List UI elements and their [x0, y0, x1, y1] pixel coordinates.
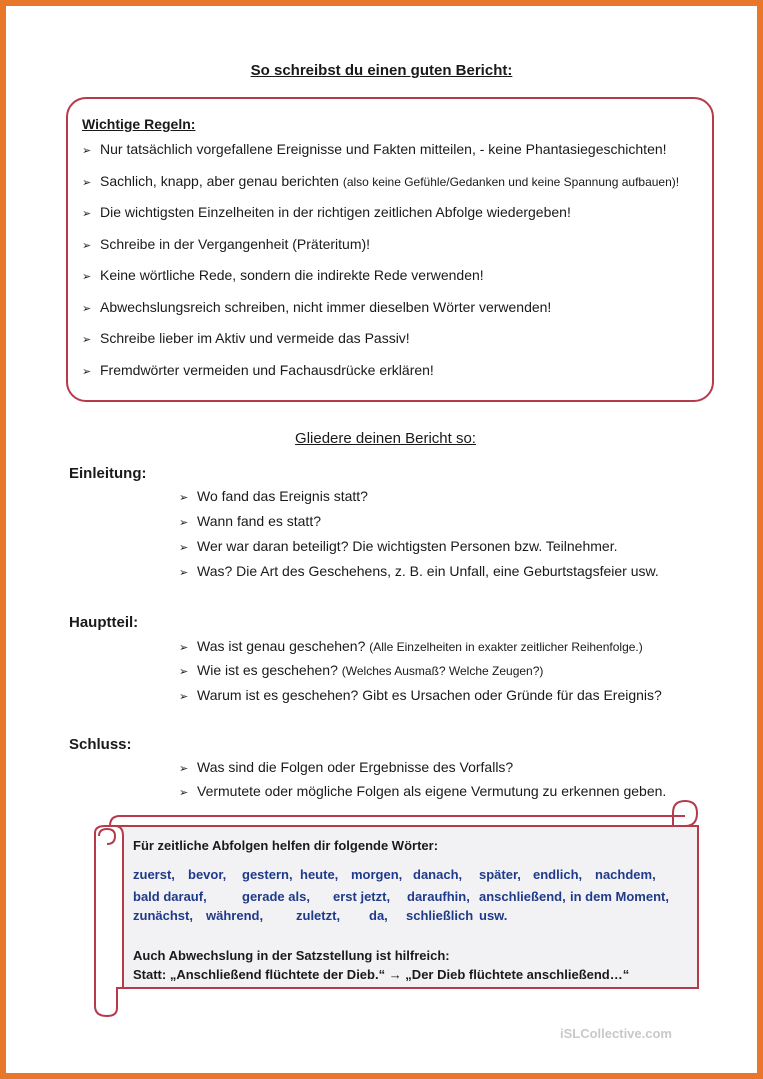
- time-word: bevor,: [188, 867, 227, 882]
- rules-box: [66, 97, 714, 402]
- arrow-bullet-icon: ➢: [82, 145, 92, 157]
- scroll-tip: Auch Abwechslung in der Satzstellung ist hilfreich:: [133, 948, 450, 963]
- time-word: heute,: [300, 867, 339, 882]
- arrow-bullet-icon: ➢: [179, 492, 189, 504]
- section-heading: Einleitung:: [69, 465, 147, 482]
- item-text: Wer war daran beteiligt? Die wichtigsten Personen bzw. Teilnehmer.: [197, 538, 618, 554]
- time-word: zuerst,: [133, 867, 175, 882]
- time-word: während,: [206, 908, 264, 923]
- arrow-bullet-icon: ➢: [82, 366, 92, 378]
- time-word: nachdem,: [595, 867, 656, 882]
- rule-item: [82, 330, 410, 346]
- scroll-heading: Für zeitliche Abfolgen helfen dir folgende Wörter:: [133, 838, 439, 853]
- section-item: [179, 687, 662, 703]
- arrow-bullet-icon: ➢: [179, 517, 189, 529]
- section-item: [179, 513, 321, 529]
- item-text: Wann fand es statt?: [197, 513, 321, 529]
- rule-item: [82, 141, 667, 157]
- section-item: [179, 538, 617, 554]
- item-text: Wo fand das Ereignis statt?: [197, 488, 368, 504]
- time-word: schließlich: [406, 908, 474, 923]
- rule-item: [82, 173, 679, 189]
- word-scroll: [85, 798, 705, 1020]
- section-item: [179, 488, 368, 504]
- section-item: [179, 662, 543, 678]
- rule-item: [82, 299, 551, 315]
- arrow-bullet-icon: ➢: [179, 567, 189, 579]
- rule-item: [82, 236, 370, 252]
- arrow-bullet-icon: ➢: [82, 334, 92, 346]
- rules-heading: Wichtige Regeln:: [82, 116, 196, 132]
- structure-heading: Gliedere deinen Bericht so:: [295, 430, 476, 447]
- item-text: Keine wörtliche Rede, sondern die indirekte Rede verwenden!: [100, 267, 484, 283]
- item-text: Was sind die Folgen oder Ergebnisse des Vorfalls?: [197, 759, 514, 775]
- section-item: [179, 638, 643, 654]
- watermark: iSLCollective.com: [560, 1026, 672, 1041]
- arrow-bullet-icon: ➢: [82, 271, 92, 283]
- arrow-bullet-icon: ➢: [179, 642, 189, 654]
- arrow-bullet-icon: ➢: [82, 208, 92, 220]
- item-text: Sachlich, knapp, aber genau berichten: [100, 173, 343, 189]
- arrow-bullet-icon: ➢: [82, 240, 92, 252]
- item-text: Fremdwörter vermeiden und Fachausdrücke erklären!: [100, 362, 434, 378]
- item-text: Die wichtigsten Einzelheiten in der richtigen zeitlichen Abfolge wiedergeben!: [100, 204, 571, 220]
- item-text: Was ist genau geschehen?: [197, 638, 370, 654]
- time-word: bald darauf,: [133, 889, 207, 904]
- arrow-bullet-icon: ➢: [82, 303, 92, 315]
- page-title: So schreibst du einen guten Bericht:: [250, 62, 513, 79]
- time-word: da,: [369, 908, 388, 923]
- time-word: zunächst,: [133, 908, 193, 923]
- arrow-bullet-icon: ➢: [179, 787, 189, 799]
- item-text: Schreibe lieber im Aktiv und vermeide das Passiv!: [100, 330, 410, 346]
- scroll-example: Statt: „Anschließend flüchtete der Dieb.“ → „Der Dieb flüchtete anschließend…“: [133, 967, 630, 982]
- rule-item: [82, 204, 571, 220]
- rule-item: [82, 362, 434, 378]
- time-word: morgen,: [351, 867, 403, 882]
- time-word: später,: [479, 867, 521, 882]
- time-word: gestern,: [242, 867, 293, 882]
- item-text: Schreibe in der Vergangenheit (Präteritum)!: [100, 236, 371, 252]
- section-item: [179, 759, 513, 775]
- section-item: [179, 783, 666, 799]
- time-word: gerade als,: [242, 889, 310, 904]
- section-heading: Hauptteil:: [69, 614, 139, 631]
- arrow-bullet-icon: ➢: [179, 542, 189, 554]
- item-text: Warum ist es geschehen? Gibt es Ursachen oder Gründe für das Ereignis?: [197, 687, 662, 703]
- time-word: daraufhin,: [407, 889, 470, 904]
- arrow-bullet-icon: ➢: [179, 763, 189, 775]
- item-text: Was? Die Art des Geschehens, z. B. ein Unfall, eine Geburtstagsfeier usw.: [197, 563, 659, 579]
- item-note: (also keine Gefühle/Gedanken und keine Spannung aufbauen)!: [342, 175, 680, 189]
- arrow-bullet-icon: ➢: [82, 177, 92, 189]
- time-word: usw.: [479, 908, 508, 923]
- section-heading: Schluss:: [69, 736, 132, 753]
- time-word: in dem Moment,: [570, 889, 669, 904]
- item-text: Vermutete oder mögliche Folgen als eigene Vermutung zu erkennen geben.: [197, 783, 667, 799]
- section-item: [179, 563, 659, 579]
- time-word: danach,: [413, 867, 463, 882]
- rule-item: [82, 267, 484, 283]
- time-word: endlich,: [533, 867, 583, 882]
- item-text: Nur tatsächlich vorgefallene Ereignisse und Fakten mitteilen, - keine Phantasiegeschichten!: [100, 141, 667, 157]
- item-text: Wie ist es geschehen?: [197, 662, 342, 678]
- item-note: (Alle Einzelheiten in exakter zeitlicher Reihenfolge.): [369, 640, 643, 654]
- item-note: (Welches Ausmaß? Welche Zeugen?): [341, 664, 544, 678]
- time-word: zuletzt,: [296, 908, 341, 923]
- time-word: anschließend,: [479, 889, 566, 904]
- arrow-bullet-icon: ➢: [179, 666, 189, 678]
- item-text: Abwechslungsreich schreiben, nicht immer dieselben Wörter verwenden!: [100, 299, 552, 315]
- time-word: erst jetzt,: [333, 889, 391, 904]
- arrow-bullet-icon: ➢: [179, 691, 189, 703]
